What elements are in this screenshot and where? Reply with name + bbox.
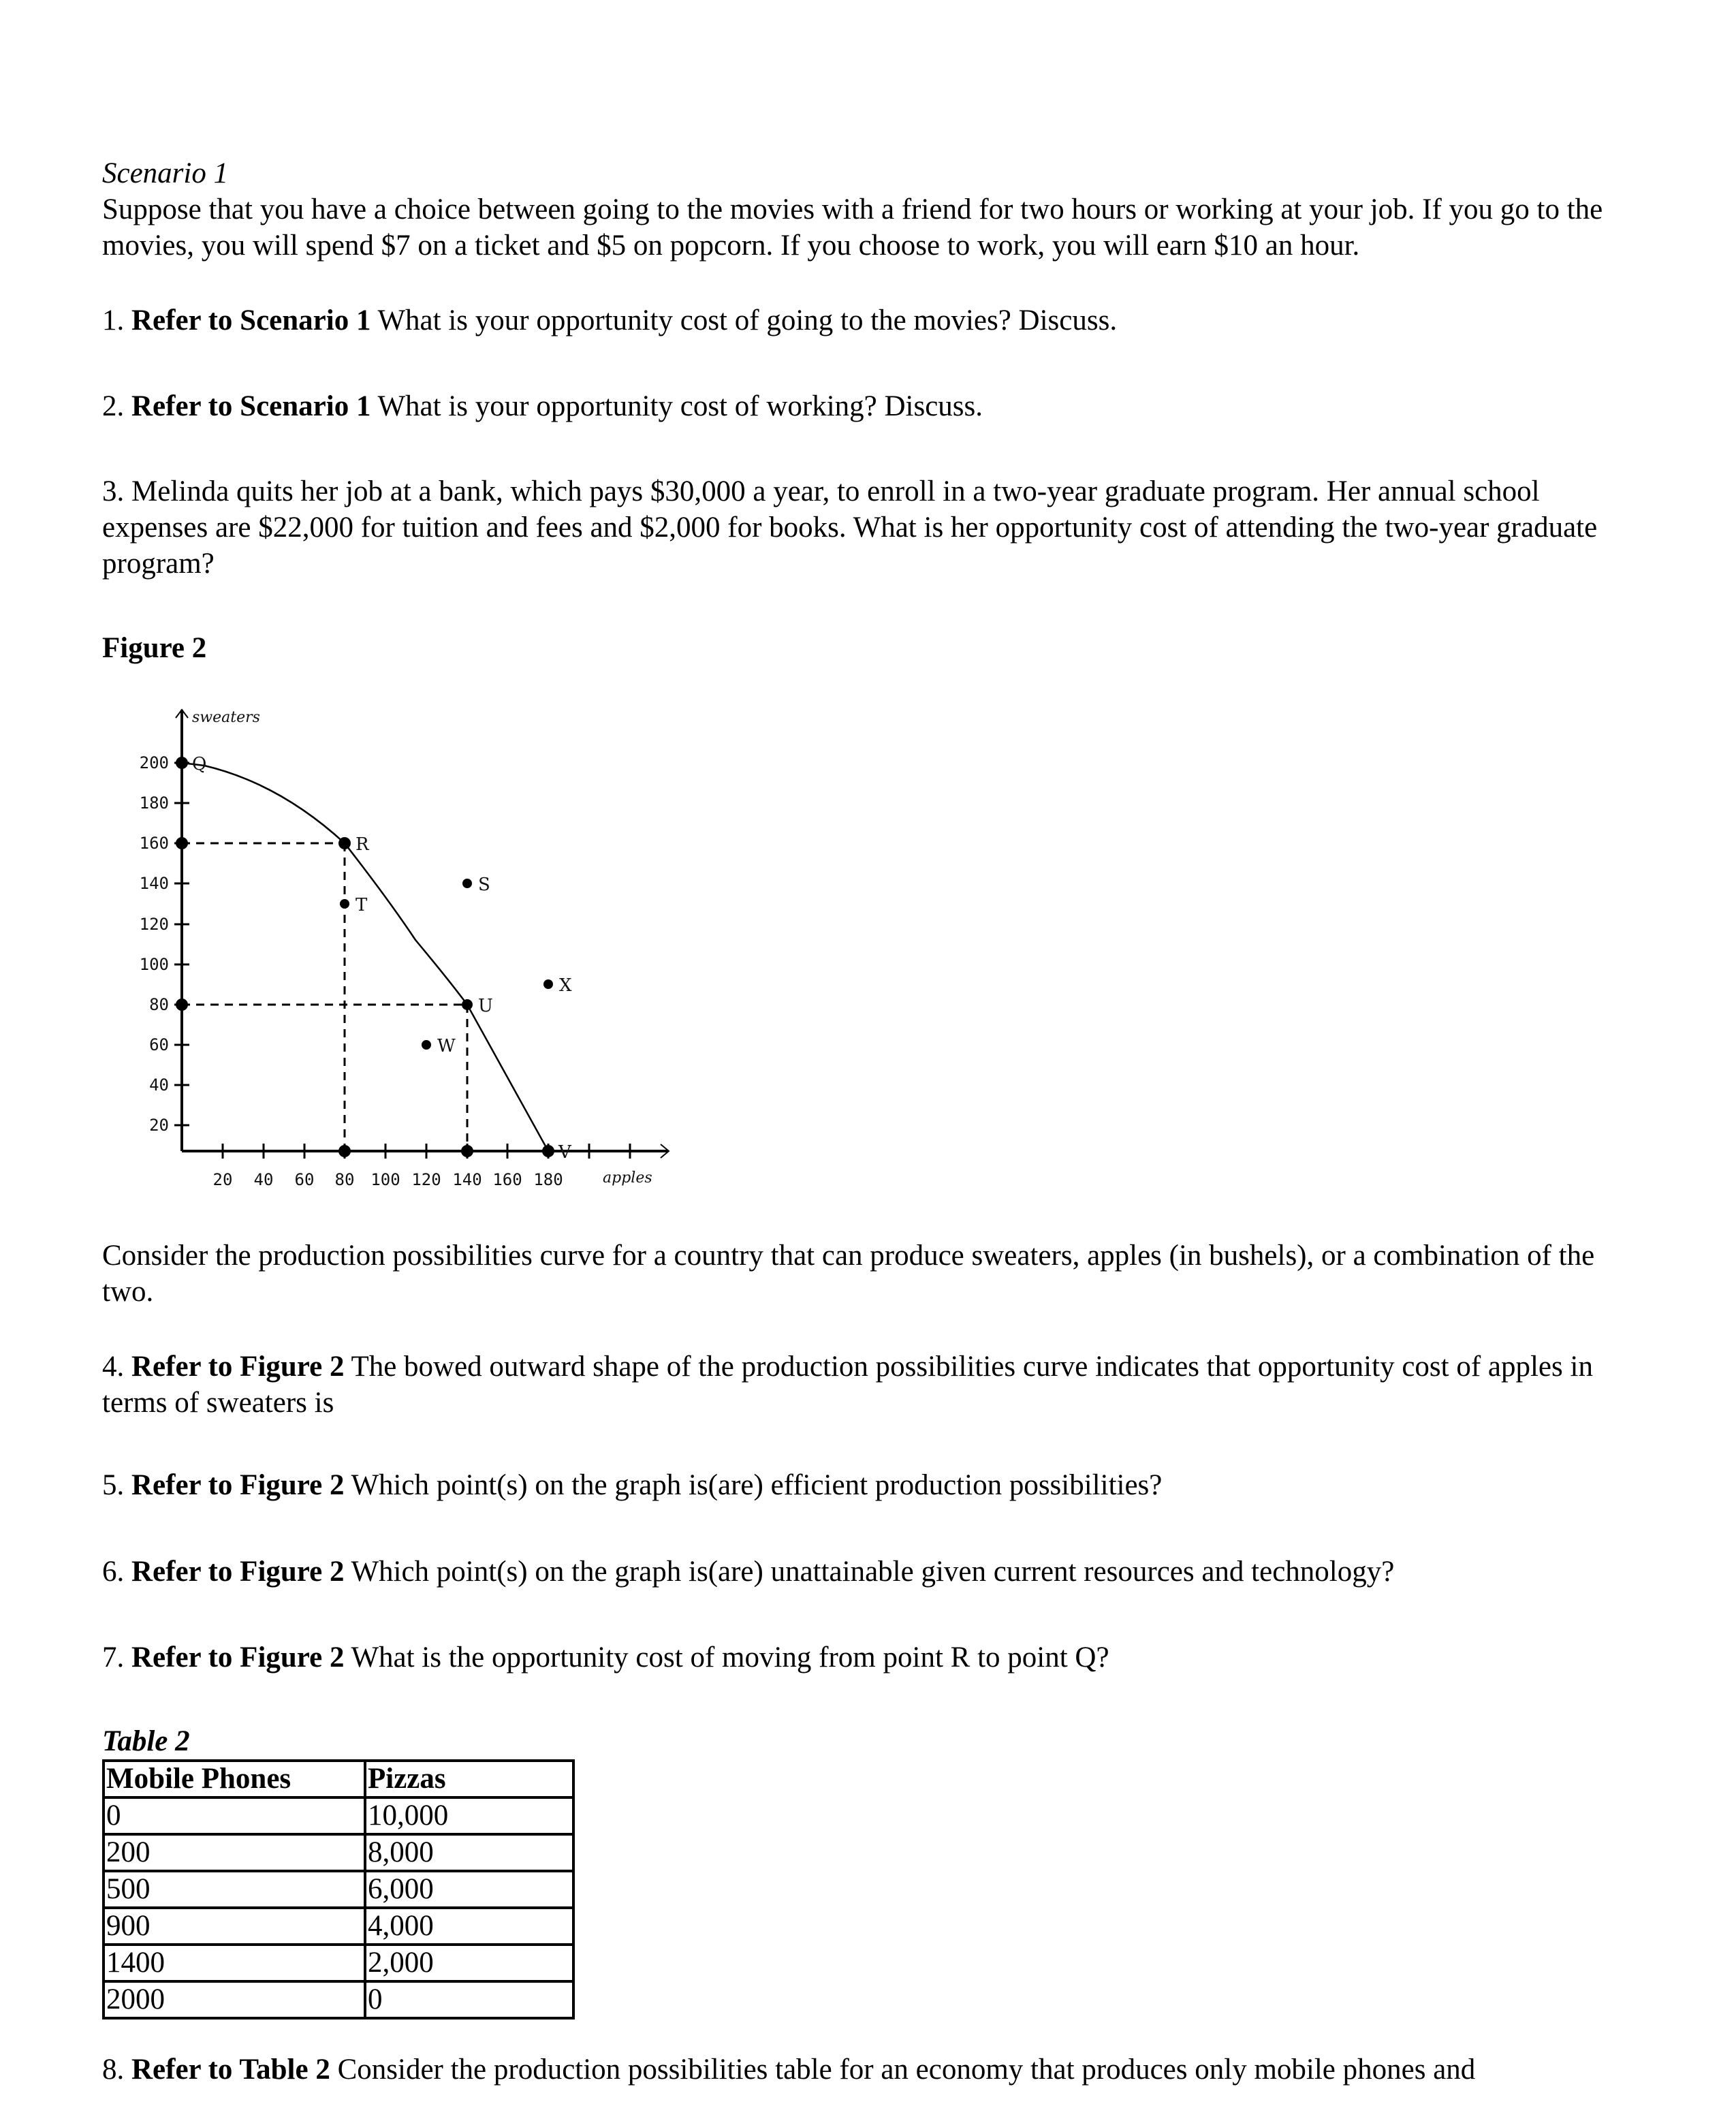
table-row [104,1908,573,1945]
point-label-s: S [478,875,490,895]
question-reference: Refer to Figure 2 [131,1469,345,1501]
cell-mobile-phones: 200 [104,1834,365,1871]
table-header-row [104,1761,573,1797]
y-160-marker [176,837,188,849]
table-row [104,1981,573,2018]
question-text: Which point(s) on the graph is(are) efficient production possibilities? [351,1469,1163,1501]
production-possibilities-table [102,1759,575,2019]
x-tick-label: 160 [492,1170,522,1189]
point-label-r: R [356,834,369,855]
question-text: The bowed outward shape of the production possibilities curve indicates that opportunity cost of apples in terms of sweaters is [102,1351,1593,1419]
x-140-marker [461,1145,473,1157]
ppc-curve [182,763,548,1151]
y-80-marker [176,999,188,1011]
reference-lines [182,843,467,1151]
cell-pizzas: 10,000 [365,1797,573,1834]
x-tick-label: 100 [370,1170,400,1189]
y-tick-label: 140 [139,874,169,893]
question-text: Melinda quits her job at a bank, which pays $30,000 a year, to enroll in a two-year graduate program. Her annual school expenses are $22,000 for tuition and fees and $2,000 for books. What is her opportunity cost of attending the two-year graduate program? [102,475,1598,580]
point-x-marker [543,979,553,989]
question-number: 7. [102,1641,125,1673]
column-header-mobile-phones: Mobile Phones [104,1761,365,1797]
question-text: Which point(s) on the graph is(are) unattainable given current resources and technology? [351,1556,1395,1588]
question-4 [102,1349,1621,1421]
figure-caption: Consider the production possibilities curve for a country that can produce sweaters, apples (in bushels), or a combination of the two. [102,1240,1595,1308]
x-tick-label: 80 [334,1170,355,1189]
y-tick-label: 160 [139,834,169,853]
point-r-marker [338,837,351,849]
cell-pizzas: 6,000 [365,1871,573,1908]
question-8 [102,2052,1641,2088]
y-tick-label: 120 [139,915,169,934]
question-number: 3. [102,475,125,507]
question-reference: Refer to Figure 2 [131,1641,345,1673]
cell-mobile-phones: 900 [104,1908,365,1945]
question-5 [102,1467,1641,1503]
cell-mobile-phones: 0 [104,1797,365,1834]
question-text: What is the opportunity cost of moving from point R to point Q? [351,1641,1109,1673]
point-label-x: X [559,975,572,996]
question-text: What is your opportunity cost of going to the movies? Discuss. [377,304,1118,336]
question-7 [102,1639,1641,1676]
point-label-v: V [558,1142,571,1163]
question-reference: Refer to Figure 2 [131,1556,345,1588]
question-number: 1. [102,304,125,336]
point-s-marker [462,879,472,888]
x-80-marker [338,1145,351,1157]
x-tick-label: 140 [452,1170,482,1189]
question-reference: Refer to Figure 2 [131,1351,345,1383]
y-tick-label: 20 [149,1116,169,1135]
y-tick-labels [140,753,169,1135]
table-row [104,1797,573,1834]
question-number: 2. [102,390,125,422]
question-text: Consider the production possibilities table for an economy that produces only mobile phones and [337,2054,1476,2086]
question-number: 8. [102,2054,125,2086]
x-tick-label: 20 [212,1170,233,1189]
point-label-u: U [478,996,493,1016]
table-title: Table 2 [102,1725,190,1757]
question-number: 4. [102,1351,125,1383]
table-row [104,1871,573,1908]
x-tick-label: 120 [411,1170,441,1189]
ppc-chart [116,695,674,1212]
figure-title: Figure 2 [102,632,207,664]
cell-mobile-phones: 500 [104,1871,365,1908]
cell-mobile-phones: 1400 [104,1945,365,1981]
y-tick-label: 60 [149,1035,169,1054]
y-axis-title: sweaters [192,709,260,726]
data-points [176,757,554,1157]
y-tick-label: 180 [139,793,169,813]
point-w-marker [422,1040,431,1050]
question-text: What is your opportunity cost of working? Discuss. [377,390,983,422]
question-number: 5. [102,1469,125,1501]
point-t-marker [340,899,349,909]
y-tick-label: 40 [149,1075,169,1095]
point-label-q: Q [192,754,207,774]
y-tick-label: 100 [139,955,169,974]
y-tick-label: 200 [139,753,169,772]
column-header-pizzas: Pizzas [365,1761,573,1797]
x-axis-title: apples [603,1169,652,1186]
question-1 [102,302,1641,339]
cell-pizzas: 0 [365,1981,573,2018]
x-tick-label: 180 [533,1170,563,1189]
x-tick-labels [213,1170,563,1189]
scenario-text: Suppose that you have a choice between going to the movies with a friend for two hours or working at your job. If you go to the movies, you will spend $7 on a ticket and $5 on popcorn. If you choose to work, you will earn $10 an hour. [102,193,1603,262]
question-reference: Refer to Scenario 1 [131,304,371,336]
question-reference: Refer to Table 2 [131,2054,330,2086]
table-row [104,1945,573,1981]
point-label-w: W [437,1036,456,1056]
y-tick-label: 80 [149,995,169,1014]
cell-pizzas: 8,000 [365,1834,573,1871]
point-q-marker [176,757,188,769]
point-v-marker [542,1145,554,1157]
ppc-chart-svg [116,695,674,1212]
question-3 [102,473,1628,582]
question-6 [102,1554,1641,1590]
cell-pizzas: 2,000 [365,1945,573,1981]
question-2 [102,388,1641,424]
question-number: 6. [102,1556,125,1588]
x-tick-label: 40 [253,1170,274,1189]
point-labels [192,754,572,1163]
question-reference: Refer to Scenario 1 [131,390,371,422]
cell-pizzas: 4,000 [365,1908,573,1945]
x-tick-label: 60 [294,1170,315,1189]
point-u-marker [462,999,473,1010]
scenario-title: Scenario 1 [102,157,229,189]
point-label-t: T [356,895,368,915]
cell-mobile-phones: 2000 [104,1981,365,2018]
table-row [104,1834,573,1871]
